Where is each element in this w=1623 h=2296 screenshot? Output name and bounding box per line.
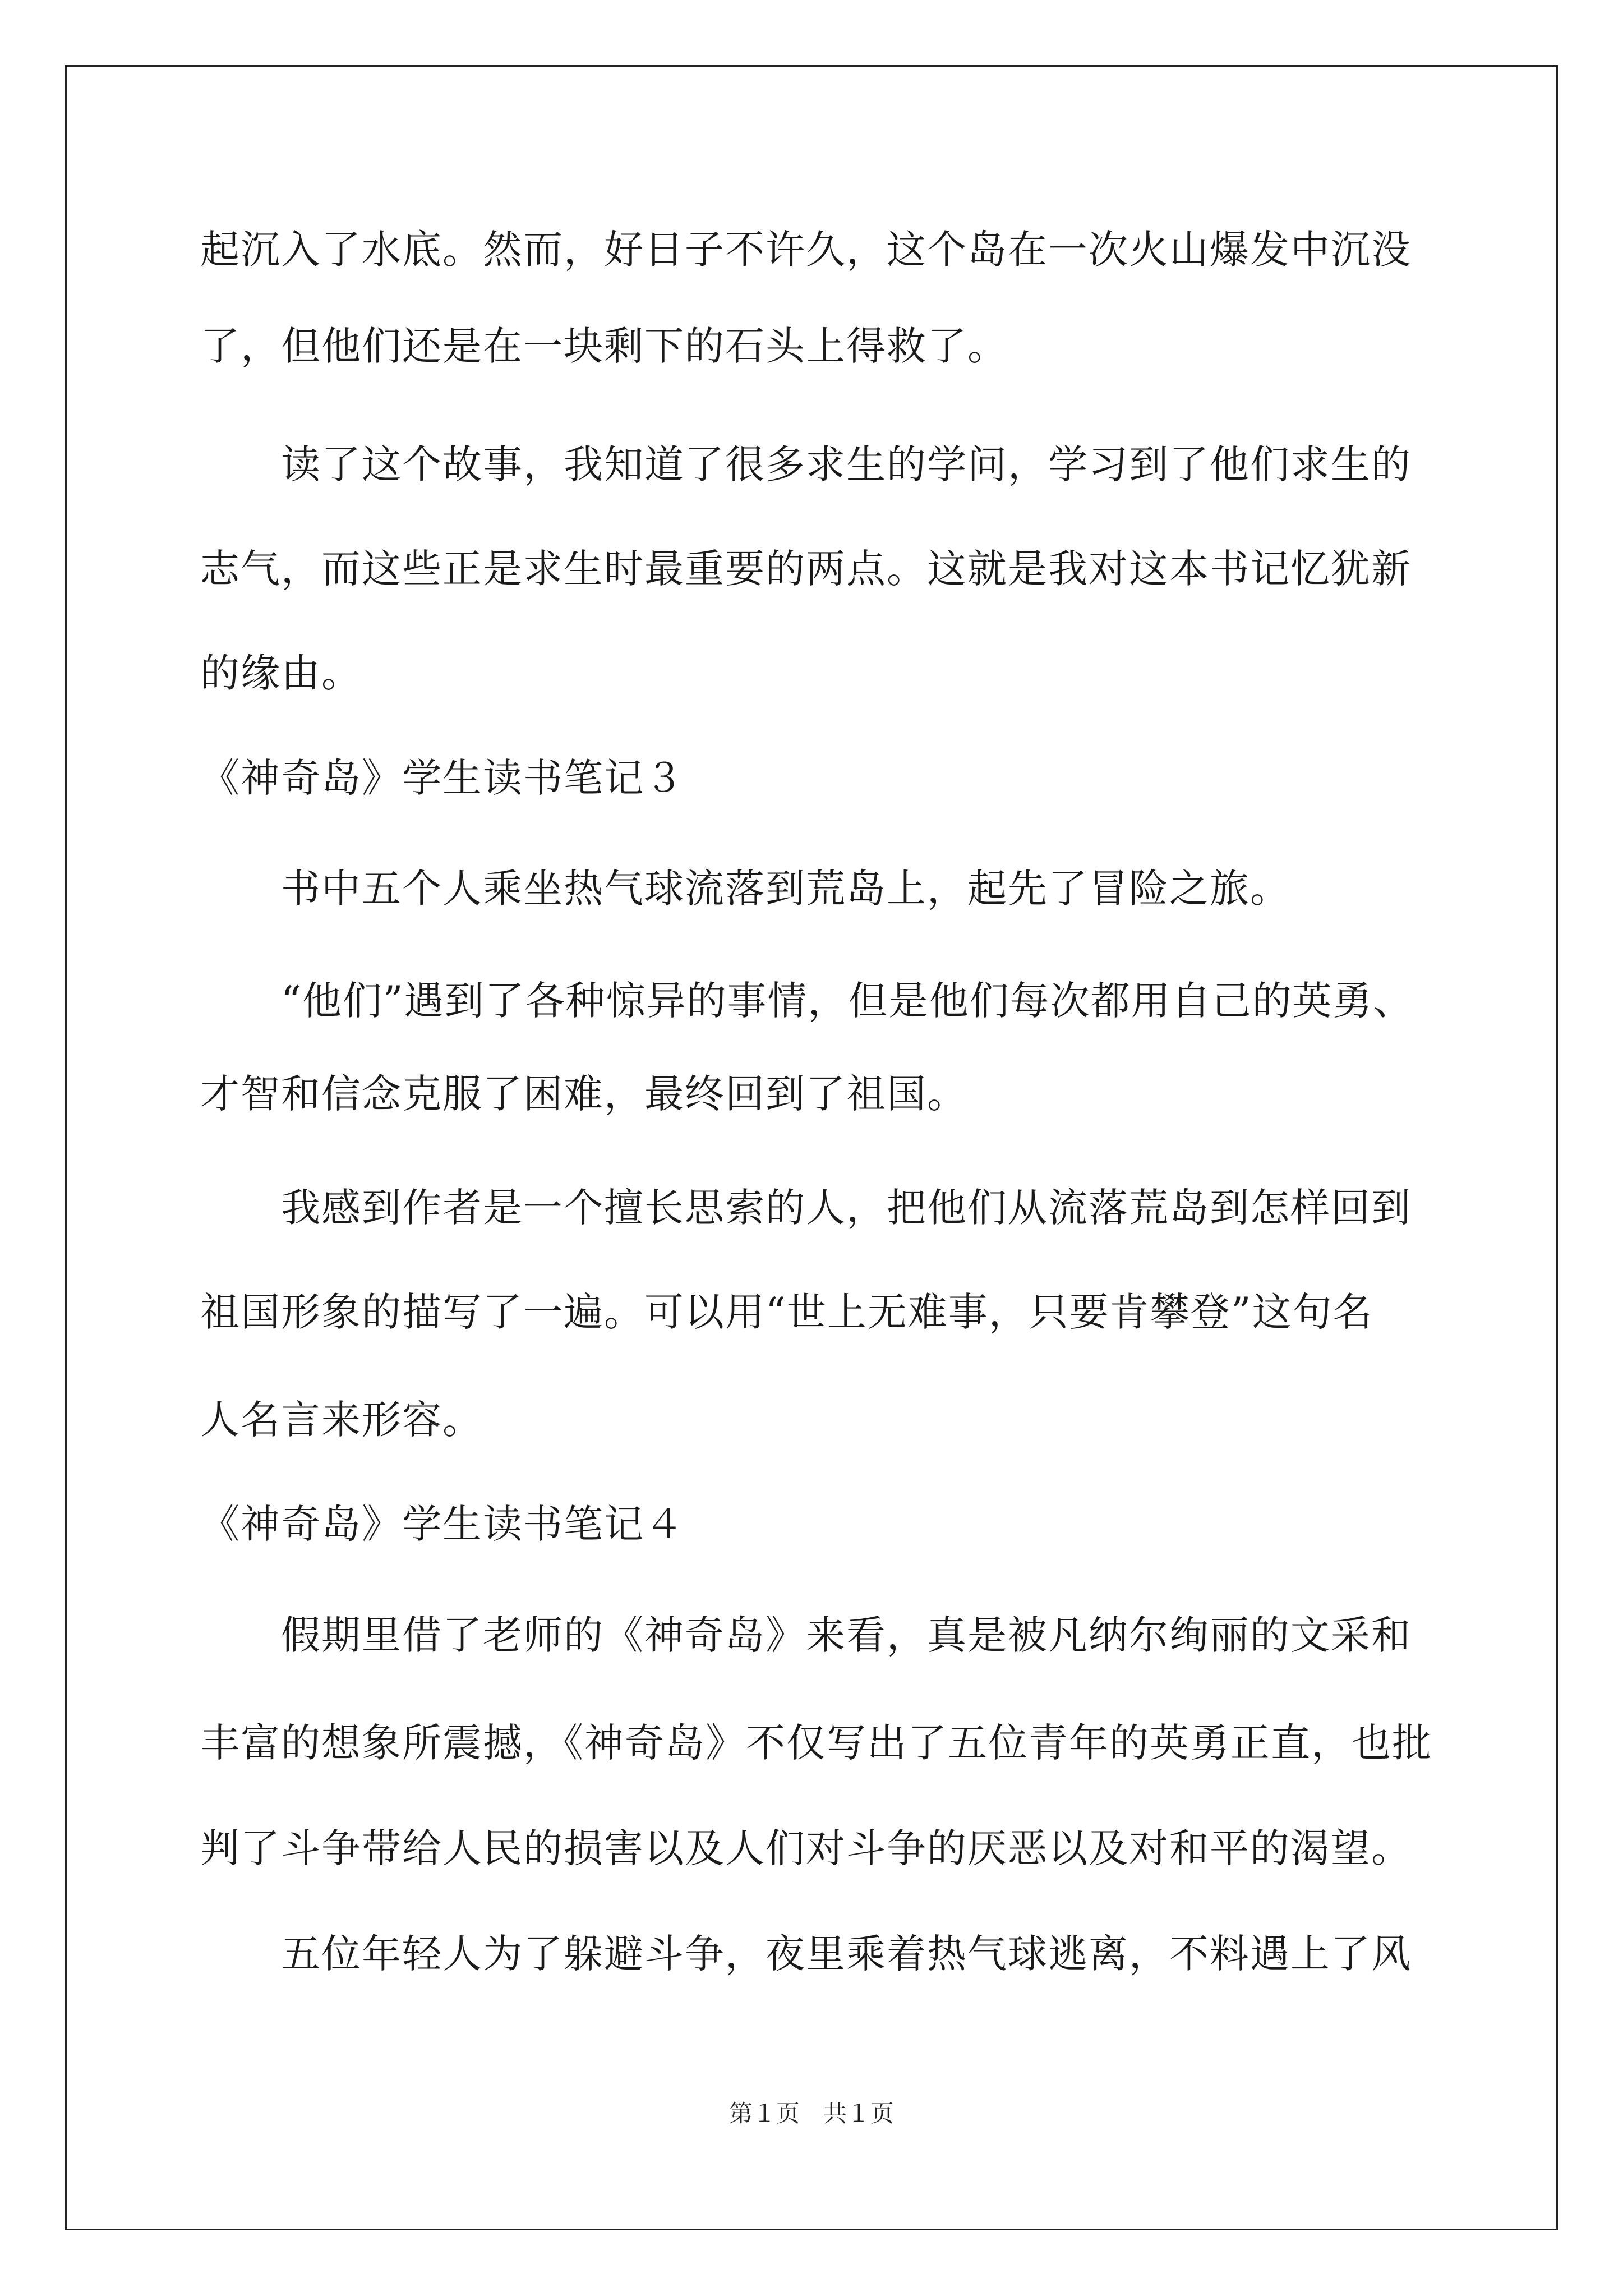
text-line: 志气，而这些正是求生时最重要的两点。这就是我对这本书记忆犹新 xyxy=(200,546,1412,592)
text-line: 我感到作者是一个擅长思索的人，把他们从流落荒岛到怎样回到 xyxy=(200,1185,1412,1231)
text-line: 人名言来形容。 xyxy=(200,1397,483,1443)
text-line: 祖国形象的描写了一遍。可以用“世上无难事，只要肯攀登”这句名 xyxy=(200,1289,1373,1335)
text-line: 丰富的想象所震撼，《神奇岛》不仅写出了五位青年的英勇正直，也批 xyxy=(200,1720,1432,1766)
page-border xyxy=(65,65,1558,2230)
text-line: 起沉入了水底。然而，好日子不许久，这个岛在一次火山爆发中沉没 xyxy=(200,227,1412,273)
text-line: 书中五个人乘坐热气球流落到荒岛上，起先了冒险之旅。 xyxy=(200,866,1290,912)
text-line: 判了斗争带给人民的损害以及人们对斗争的厌恶以及对和平的渴望。 xyxy=(200,1825,1412,1871)
section-heading-4: 《神奇岛》学生读书笔记４ xyxy=(200,1501,685,1547)
text-line: “他们”遇到了各种惊异的事情，但是他们每次都用自己的英勇、 xyxy=(200,978,1414,1024)
text-line: 的缘由。 xyxy=(200,650,362,696)
text-line: 才智和信念克服了困难，最终回到了祖国。 xyxy=(200,1071,967,1117)
text-line: 了，但他们还是在一块剩下的石头上得救了。 xyxy=(200,323,1008,369)
section-heading-3: 《神奇岛》学生读书笔记３ xyxy=(200,755,685,801)
text-line: 读了这个故事，我知道了很多求生的学问，学习到了他们求生的 xyxy=(200,441,1412,487)
text-line: 假期里借了老师的《神奇岛》来看，真是被凡纳尔绚丽的文采和 xyxy=(200,1612,1412,1658)
text-line: 五位年轻人为了躲避斗争，夜里乘着热气球逃离，不料遇上了风 xyxy=(200,1931,1412,1977)
page-footer: 第１页 共１页 xyxy=(728,2100,894,2127)
